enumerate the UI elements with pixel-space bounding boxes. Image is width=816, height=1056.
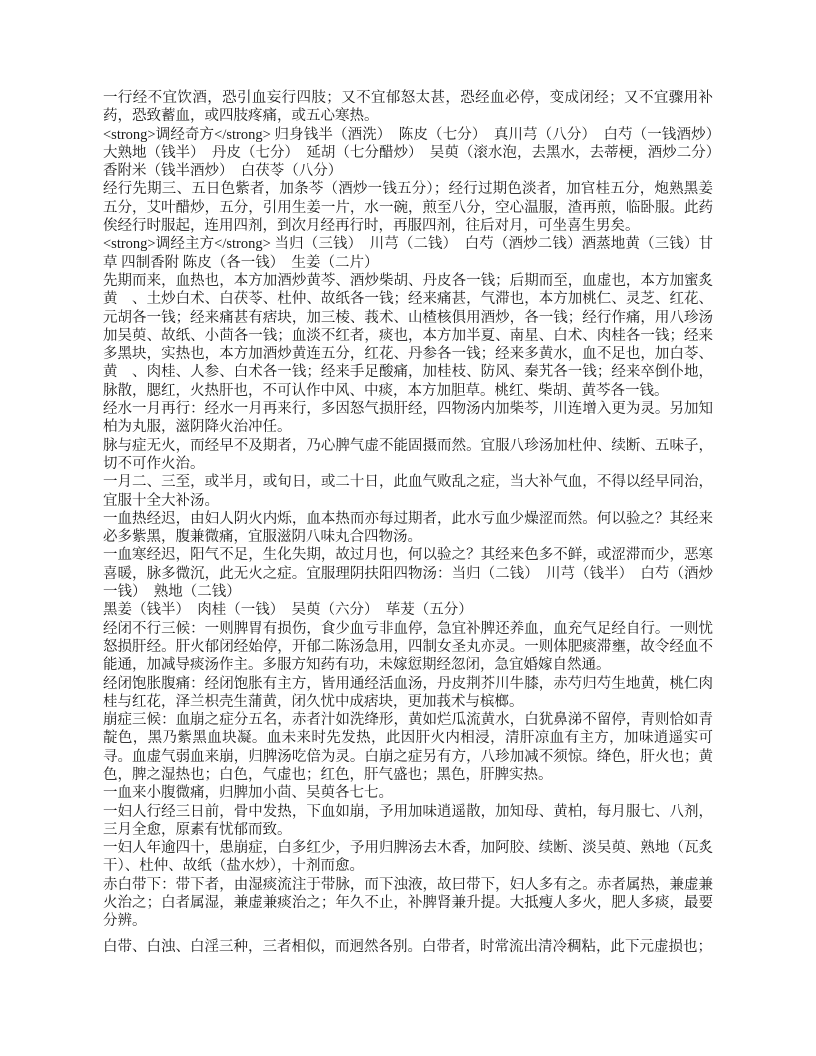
paragraph: 经闭饱胀腹痛：经闭饱胀有主方，皆用通经活血汤，丹皮荆芥川牛膝，赤芍归芍生地黄，桃仁肉桂与红花，泽兰枳壳生蒲黄，闭久忧中成痞块，更加莪术与槟榔。 <box>103 675 713 710</box>
paragraph: 一月二、三至，或半月，或旬日，或二十日，此血气败乱之症，当大补气血，不得以经早同治，宜服十全大补汤。 <box>103 474 713 509</box>
paragraph: 一妇人年逾四十，患崩症，白多红少，予用归脾汤去木香，加阿胶、续断、淡吴萸、熟地（瓦炙干）、杜仲、故纸（盐水炒），十剂而愈。 <box>103 840 713 875</box>
paragraph-formula-tiaojing-qifang: <strong>调经奇方</strong> 归身钱半（酒洗） 陈皮（七分） 真川芎（八分） 白芍（一钱酒炒）大熟地（钱半） 丹皮（七分） 延胡（七分醋炒） 吴萸（滚水泡，去黑水，去蒂梗，酒炒二分）香附米（钱半酒炒） 白茯苓（八分） <box>103 126 713 180</box>
paragraph: 一行经不宜饮酒，恐引血妄行四肢；又不宜郁怒太甚，恐经血必停，变成闭经；又不宜骤用补药，恐致蓄血，或四肢疼痛，或五心寒热。 <box>103 90 713 125</box>
paragraph: 脉与症无火，而经早不及期者，乃心脾气虚不能固摄而然。宜服八珍汤加杜仲、续断、五味子，切不可作火治。 <box>103 437 713 472</box>
paragraph: 经行先期三、五日色紫者，加条芩（酒炒一钱五分）；经行过期色淡者，加官桂五分，炮熟黑姜五分，艾叶醋炒，五分，引用生姜一片，水一碗，煎至八分，空心温服，渣再煎，临卧服。此药俟经行时服起，连用四剂，到次月经再行时，再服四剂，往后对月，可坐喜生男矣。 <box>103 181 713 235</box>
paragraph: 一妇人行经三日前，骨中发热，下血如崩，予用加味逍遥散，加知母、黄柏，每月服七、八剂，三月全愈，原素有忧郁而致。 <box>103 803 713 838</box>
paragraph: 经水一月再行：经水一月再来行，多因怒气损肝经，四物汤内加柴芩，川连增入更为灵。另加知柏为丸服，滋阴降火治冲任。 <box>103 401 713 436</box>
paragraph: 赤白带下：带下者，由湿痰流注于带脉，而下浊液，故曰带下，妇人多有之。赤者属热，兼虚兼火治之；白者属湿，兼虚兼痰治之；年久不止，补脾肾兼升提。大抵瘦人多火，肥人多痰，最要分辨。 <box>103 876 713 930</box>
paragraph: 一血寒经迟，阳气不足，生化失期，故过月也，何以验之？其经来色多不鲜，或涩滞而少，恶寒喜暖，脉多微沉，此无火之症。宜服理阴扶阳四物汤：当归（二钱） 川芎（钱半） 白芍（酒炒一钱） 熟地（二钱） <box>103 547 713 601</box>
document-body <box>103 89 713 956</box>
paragraph: 崩症三候：血崩之症分五名，赤者汁如洗绛形，黄如烂瓜流黄水，白犹鼻涕不留停，青则恰如青靛色，黑乃紫黑血块凝。血未来时先发热，此因肝火内相浸，清肝凉血有主方，加味逍遥实可寻。血虚气弱血来崩，归脾汤吃倍为灵。白崩之症另有方，八珍加减不须惊。绛色，肝火也；黄色，脾之湿热也；白色，气虚也；红色，肝气盛也；黑色，肝脾实热。 <box>103 712 713 783</box>
paragraph: 黑姜（钱半） 肉桂（一钱） 吴萸（六分） 荜茇（五分） <box>103 602 473 619</box>
paragraph: 一血热经迟，由妇人阴火内烁，血本热而亦每过期者，此水亏血少燥涩而然。何以验之？其经来必多紫黑，腹兼微痛，宜服滋阴八味丸合四物汤。 <box>103 510 713 546</box>
paragraph: 经闭不行三候：一则脾胃有损伤，食少血亏非血停，急宜补脾还养血，血充气足经自行。一则忧怒损肝经。肝火郁闭经始停，开郁二陈汤急用，四制女圣丸亦灵。一则体肥痰滞壅，故令经血不能通，加减导痰汤作主。多服方知药有功，未嫁愆期经忽闭，急宜婚嫁自然通。 <box>103 620 713 674</box>
paragraph-formula-tiaojing-zhufang: <strong>调经主方</strong> 当归（三钱） 川芎（二钱） 白芍（酒炒二钱）酒蒸地黄（三钱）甘草 四制香附 陈皮（各一钱） 生姜（二片） <box>103 236 713 271</box>
paragraph: 先期而来，血热也，本方加酒炒黄芩、酒炒柴胡、丹皮各一钱；后期而至，血虚也，本方加蜜炙黄 、土炒白术、白茯苓、杜仲、故纸各一钱；经来痛甚，气滞也，本方加桃仁、灵芝、红花、元胡各一钱；经来痛甚有痞块，加三棱、莪术、山楂核俱用酒炒，各一钱；经行作痛，用八珍汤加吴萸、故纸、小茴各一钱；血淡不红者，痰也，本方加半夏、南星、白术、肉桂各一钱；经来多黑块，实热也，本方加酒炒黄连五分，红花、丹参各一钱；经来多黄水，血不足也，加白苓、黄 、肉桂、人参、白术各一钱；经来手足酸痛，加桂枝、防风、秦艽各一钱；经来卒倒仆地，脉散，腮红，火热肝也，不可认作中风、中痰，本方加胆草。桃红、柴胡、黄芩各一钱。 <box>103 272 713 399</box>
paragraph: 白带、白浊、白淫三种，三者相似，而迥然各别。白带者，时常流出清冷稠粘，此下元虚损也； <box>103 938 712 955</box>
paragraph: 一血来小腹微痛，归脾加小茴、吴萸各七七。 <box>103 785 393 802</box>
